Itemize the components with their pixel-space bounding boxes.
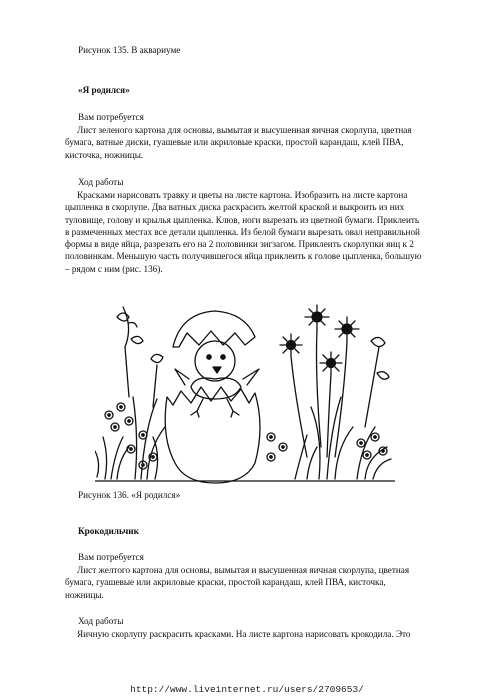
figure-caption-135: Рисунок 135. В аквариуме [78,45,181,55]
daisy-icon [280,305,359,457]
flower-cluster-left-icon [105,403,157,469]
paragraph-line: в размеченных местах все детали цыпленка. Из белой бумаги вырезать овал неправильной [65,226,420,237]
chick-icon [175,341,259,417]
instructions-heading: Ход работы [78,177,124,187]
figure-caption-136: Рисунок 136. «Я родился» [78,490,181,500]
paragraph-line: бумага, ватные диски, гуашевые или акриловые краски, простой карандаш, клей ПВА, [65,137,404,148]
materials-paragraph [65,124,412,161]
paragraph-line: Лист желтого картона для основы, вымытая и высушенная яичная скорлупа, цветная [77,565,410,575]
section-title-ya-rodilsya: «Я родился» [78,85,130,95]
paragraph-line: – рядом с ним (рис. 136). [65,263,163,274]
paragraph-line: бумага, гуашевые или акриловые краски, простой карандаш, клей ПВА, кисточка, [65,577,386,588]
instructions-paragraph-2 [65,628,411,640]
materials-heading-2: Вам потребуется [78,552,144,562]
materials-paragraph-2 [65,564,409,601]
egg-icon [165,311,260,483]
paragraph-line: кисточка, ножницы. [65,149,144,160]
instructions-paragraph [65,189,422,275]
chick-in-egg-illustration [95,287,395,487]
bellflower-right-icon [365,337,389,427]
paragraph-line: ножницы. [65,589,104,600]
materials-heading: Вам потребуется [78,112,144,122]
paragraph-line: формы в виде яйца, разрезать его на 2 половинки зигзагом. Приклеить скорлупки яиц к 2 [65,239,414,250]
instructions-heading-2: Ход работы [78,616,124,626]
source-url-footer: http://www.liveinternet.ru/users/2709653/ [130,684,364,695]
bellflower-icon [117,307,163,407]
paragraph-line: цыпленка в скорлупе. Два ватных диска раскрасить желтой краской и выкроить из них [65,202,405,213]
section-title-krokodilchik: Крокодильчик [78,526,139,536]
paragraph-line: половинкам. Меньшую часть получившегося яйца приклеить к голове цыпленка, большую [65,251,422,262]
paragraph-line: туловище, голову и крылья цыпленка. Клюв, ноги вырезать из цветной бумаги. Приклеить [65,214,420,225]
paragraph-line: Красками нарисовать травку и цветы на листе картона. Изобразить на листе картона [77,190,408,200]
paragraph-line: Лист зеленого картона для основы, вымытая и высушенная яичная скорлупа, цветная [77,125,412,135]
paragraph-line: Яичную скорлупу раскрасить красками. На листе картона нарисовать крокодила. Это [77,629,411,639]
